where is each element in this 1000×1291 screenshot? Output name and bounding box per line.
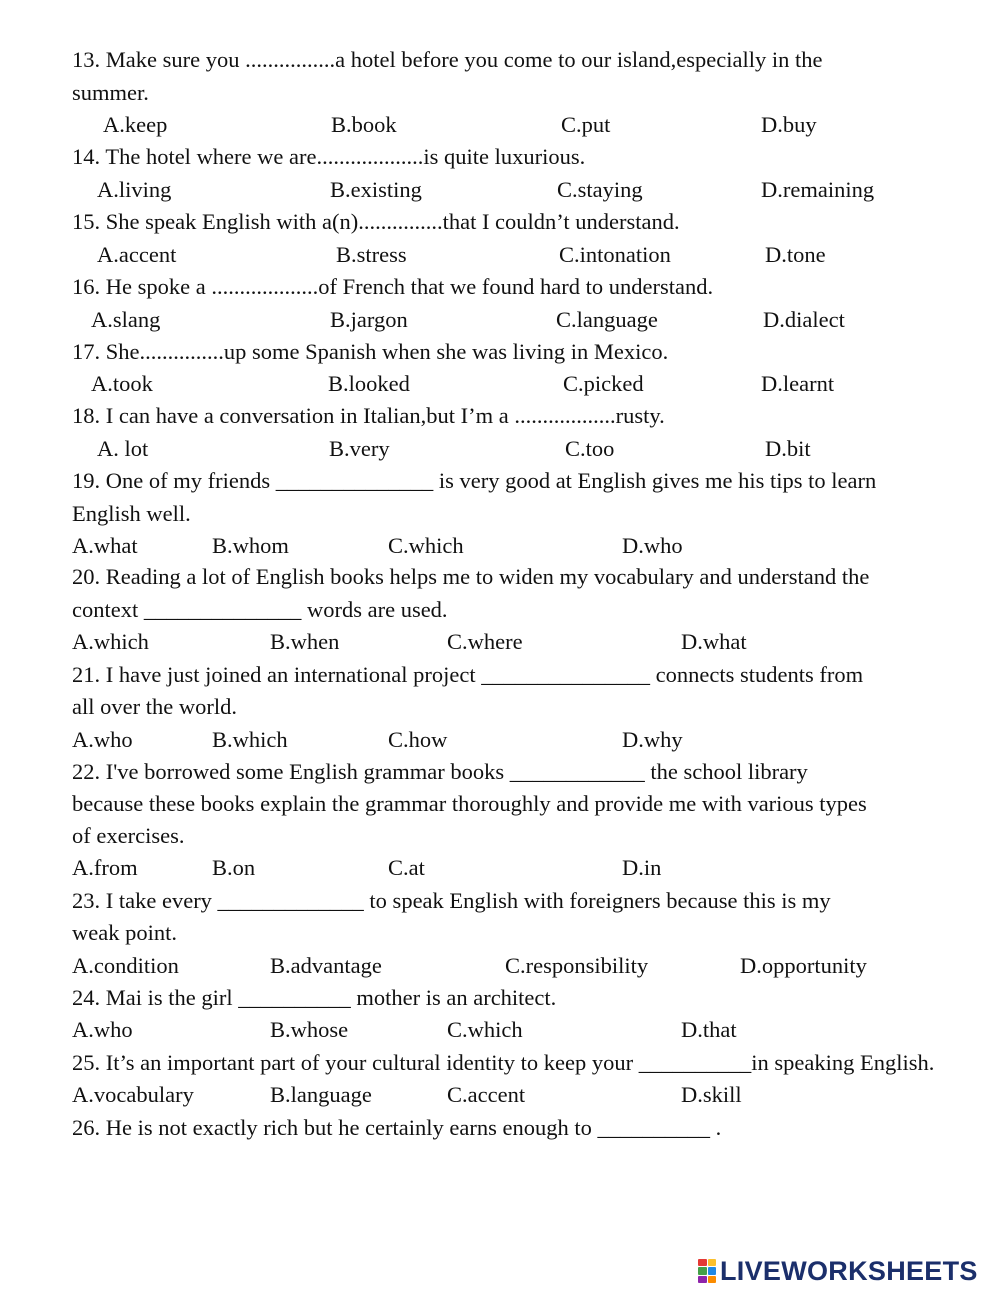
answer-option[interactable]: D.that bbox=[681, 1017, 737, 1042]
question-text: 19. One of my friends ______________ is very good at English gives me his tips to learn bbox=[72, 468, 877, 493]
answer-option[interactable]: D.dialect bbox=[763, 307, 845, 332]
answer-option[interactable]: D.opportunity bbox=[740, 953, 867, 978]
answer-option[interactable]: A.from bbox=[72, 855, 138, 880]
answer-option[interactable]: A.what bbox=[72, 533, 138, 558]
answer-option[interactable]: C.how bbox=[388, 727, 448, 752]
answer-option[interactable]: B.which bbox=[212, 727, 288, 752]
answer-option[interactable]: C.staying bbox=[557, 177, 643, 202]
answer-option[interactable]: A.took bbox=[91, 371, 153, 396]
question-text-continued: all over the world. bbox=[72, 694, 237, 719]
answer-option[interactable]: C.picked bbox=[563, 371, 644, 396]
answer-option[interactable]: A.slang bbox=[91, 307, 161, 332]
answer-option[interactable]: B.book bbox=[331, 112, 397, 137]
answer-option[interactable]: B.whom bbox=[212, 533, 289, 558]
question-text: 25. It’s an important part of your cultural identity to keep your __________in speaking English. bbox=[72, 1050, 935, 1075]
question-text-continued: summer. bbox=[72, 80, 149, 105]
answer-option[interactable]: A.which bbox=[72, 629, 149, 654]
answer-option[interactable]: B.language bbox=[270, 1082, 372, 1107]
answer-option[interactable]: A.who bbox=[72, 1017, 133, 1042]
question-text-continued: because these books explain the grammar thoroughly and provide me with various types bbox=[72, 791, 867, 816]
question-text: 24. Mai is the girl __________ mother is an architect. bbox=[72, 985, 557, 1010]
answer-option[interactable]: B.very bbox=[329, 436, 390, 461]
answer-option[interactable]: A.living bbox=[97, 177, 172, 202]
answer-option[interactable]: D.remaining bbox=[761, 177, 875, 202]
answer-option[interactable]: A.vocabulary bbox=[72, 1082, 194, 1107]
answer-option[interactable]: B.advantage bbox=[270, 953, 382, 978]
question-text: 21. I have just joined an international project _______________ connects students from bbox=[72, 662, 864, 687]
answer-option[interactable]: C.responsibility bbox=[505, 953, 649, 978]
answer-option[interactable]: D.in bbox=[622, 855, 662, 880]
answer-option[interactable]: A. lot bbox=[97, 436, 149, 461]
answer-option[interactable]: B.on bbox=[212, 855, 256, 880]
answer-option[interactable]: B.whose bbox=[270, 1017, 349, 1042]
answer-option[interactable]: C.which bbox=[388, 533, 464, 558]
question-text: 15. She speak English with a(n)...............that I couldn’t understand. bbox=[72, 209, 680, 234]
answer-option[interactable]: B.stress bbox=[336, 242, 407, 267]
answer-option[interactable]: D.skill bbox=[681, 1082, 742, 1107]
answer-option[interactable]: D.what bbox=[681, 629, 747, 654]
answer-option[interactable]: A.who bbox=[72, 727, 133, 752]
answer-option[interactable]: D.why bbox=[622, 727, 683, 752]
answer-option[interactable]: B.looked bbox=[328, 371, 410, 396]
question-text-continued: English well. bbox=[72, 501, 191, 526]
logo-text: LIVEWORKSHEETS bbox=[720, 1255, 978, 1286]
answer-option[interactable]: A.keep bbox=[103, 112, 168, 137]
answer-option[interactable]: C.which bbox=[447, 1017, 523, 1042]
answer-option[interactable]: C.put bbox=[561, 112, 611, 137]
logo-blocks-icon bbox=[698, 1259, 716, 1283]
answer-option[interactable]: C.too bbox=[565, 436, 615, 461]
liveworksheets-logo bbox=[698, 1255, 978, 1286]
question-text: 16. He spoke a ...................of French that we found hard to understand. bbox=[72, 274, 714, 299]
answer-option[interactable]: D.tone bbox=[765, 242, 826, 267]
answer-option[interactable]: B.existing bbox=[330, 177, 422, 202]
question-text: 23. I take every _____________ to speak English with foreigners because this is my bbox=[72, 888, 831, 913]
answer-option[interactable]: C.intonation bbox=[559, 242, 671, 267]
answer-option[interactable]: D.bit bbox=[765, 436, 811, 461]
question-text: 18. I can have a conversation in Italian,but I’m a ..................rusty. bbox=[72, 403, 665, 428]
question-text-continued: of exercises. bbox=[72, 823, 185, 848]
answer-option[interactable]: D.who bbox=[622, 533, 683, 558]
question-text: 26. He is not exactly rich but he certainly earns enough to __________ . bbox=[72, 1115, 722, 1140]
question-text-continued: weak point. bbox=[72, 920, 177, 945]
answer-option[interactable]: B.jargon bbox=[330, 307, 408, 332]
answer-option[interactable]: A.condition bbox=[72, 953, 179, 978]
answer-option[interactable]: C.accent bbox=[447, 1082, 526, 1107]
question-text: 22. I've borrowed some English grammar books ____________ the school library bbox=[72, 759, 808, 784]
answer-option[interactable]: C.language bbox=[556, 307, 658, 332]
answer-option[interactable]: B.when bbox=[270, 629, 340, 654]
answer-option[interactable]: C.where bbox=[447, 629, 523, 654]
question-text: 17. She...............up some Spanish when she was living in Mexico. bbox=[72, 339, 669, 364]
question-text: 20. Reading a lot of English books helps me to widen my vocabulary and understand the bbox=[72, 564, 870, 589]
question-text: 13. Make sure you ................a hotel before you come to our island,especially in the bbox=[72, 47, 823, 72]
answer-option[interactable]: D.learnt bbox=[761, 371, 835, 396]
answer-option[interactable]: D.buy bbox=[761, 112, 817, 137]
answer-option[interactable]: C.at bbox=[388, 855, 425, 880]
question-text-continued: context ______________ words are used. bbox=[72, 597, 448, 622]
answer-option[interactable]: A.accent bbox=[97, 242, 177, 267]
question-text: 14. The hotel where we are...................is quite luxurious. bbox=[72, 144, 586, 169]
